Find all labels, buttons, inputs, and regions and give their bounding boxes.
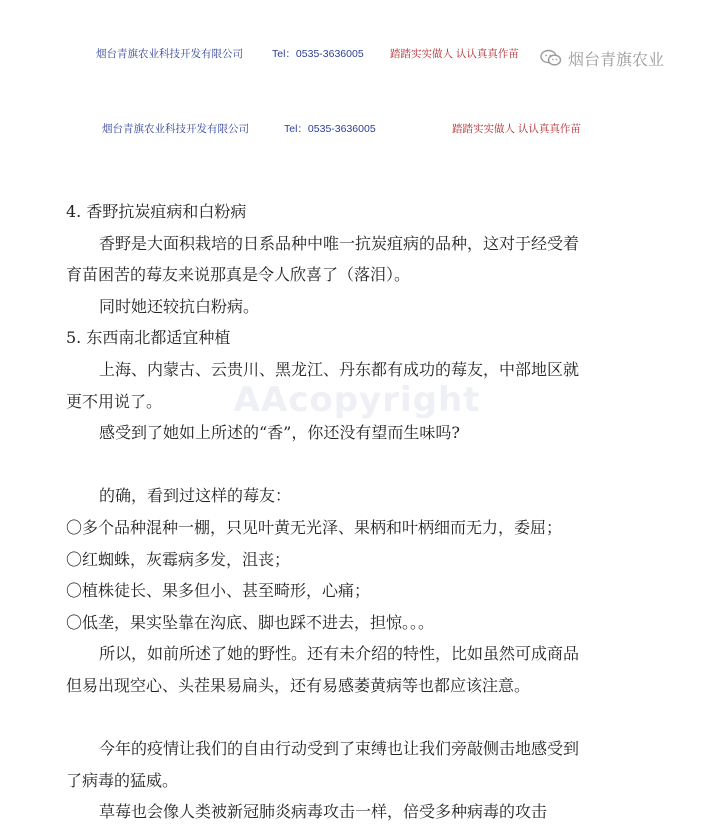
list-item: 〇植株徒长、果多但小、甚至畸形，心痛； xyxy=(66,581,371,601)
section-heading: 4. 香野抗炭疽病和白粉病 xyxy=(66,202,247,221)
wechat-account-name: 烟台青旗农业 xyxy=(568,49,665,69)
wechat-icon xyxy=(540,49,562,67)
paragraph-line: 感受到了她如上所述的“香”，你还没有望而生味吗? xyxy=(99,423,460,443)
paragraph-line: 所以，如前所述了她的野性。还有未介绍的特性，比如虽然可成商品 xyxy=(99,644,580,664)
paragraph-line: 同时她还较抗白粉病。 xyxy=(99,296,260,316)
paragraph-line: 育苗困苦的莓友来说那真是令人欣喜了（落泪）。 xyxy=(66,265,411,285)
header-phone: Tel：0535-3636005 xyxy=(284,123,376,135)
list-item: 〇红蜘蛛，灰霉病多发，沮丧； xyxy=(66,549,291,569)
paragraph-line: 更不用说了。 xyxy=(66,391,163,411)
section-heading: 5. 东西南北都适宜种植 xyxy=(66,328,231,348)
paragraph-line: 但易出现空心、头茬果易扁头，还有易感萎黄病等也都应该注意。 xyxy=(66,675,531,695)
list-item: 〇低垄，果实坠靠在沟底、脚也踩不进去，担惊。。。 xyxy=(66,612,435,632)
paragraph-line: 今年的疫情让我们的自由行动受到了束缚也让我们旁敲侧击地感受到 xyxy=(99,739,580,759)
document-body xyxy=(66,196,636,828)
header-slogan: 踏踏实实做人 认认真真作苗 xyxy=(390,48,519,60)
header-slogan: 踏踏实实做人 认认真真作苗 xyxy=(452,123,581,135)
blank-line xyxy=(66,702,636,734)
header-company-name: 烟台青旗农业科技开发有限公司 xyxy=(102,123,249,135)
paragraph-line: 了病毒的猛威。 xyxy=(66,770,179,790)
paragraph-line: 的确，看到过这样的莓友： xyxy=(99,486,292,506)
page-header-second xyxy=(0,119,709,137)
header-company-name: 烟台青旗农业科技开发有限公司 xyxy=(96,48,243,60)
paragraph-line: 草莓也会像人类被新冠肺炎病毒攻击一样，倍受多种病毒的攻击 xyxy=(99,802,548,822)
paragraph-line: 上海、内蒙古、云贵川、黑龙江、丹东都有成功的莓友，中部地区就 xyxy=(99,359,580,379)
copyright-watermark: AAcopyright xyxy=(233,380,481,420)
list-item: 〇多个品种混种一棚，只见叶黄无光泽、果柄和叶柄细而无力，委屈； xyxy=(66,517,563,537)
wechat-account-badge xyxy=(536,46,668,70)
blank-line xyxy=(66,449,636,481)
paragraph-line: 香野是大面积栽培的日系品种中唯一抗炭疽病的品种，这对于经受着 xyxy=(99,233,580,253)
header-phone: Tel：0535-3636005 xyxy=(272,48,364,60)
